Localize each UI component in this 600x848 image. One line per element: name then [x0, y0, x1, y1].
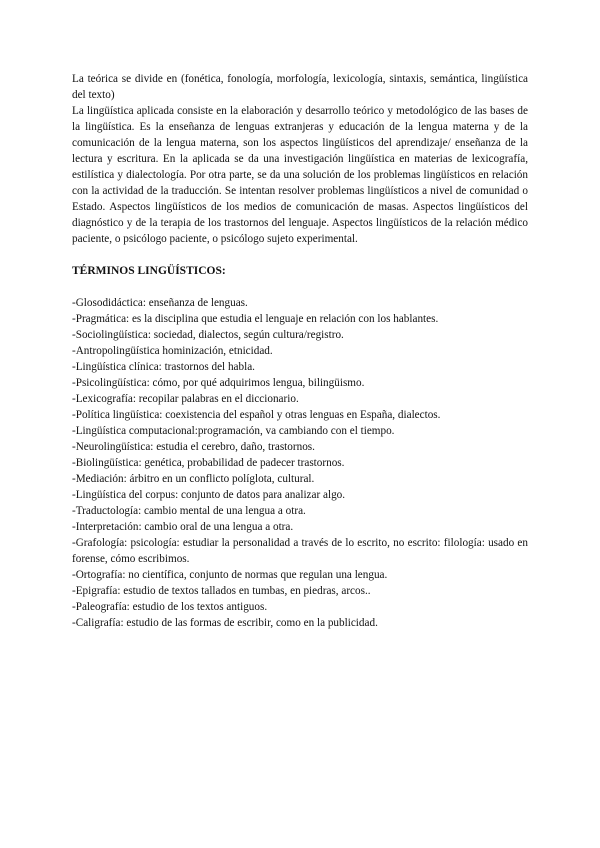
term-item: -Ortografía: no científica, conjunto de normas que regulan una lengua. — [72, 569, 388, 581]
term-item: -Psicolingüística: cómo, por qué adquirimos lengua, bilingüismo. — [72, 377, 365, 389]
term-item: -Interpretación: cambio oral de una lengua a otra. — [72, 521, 294, 533]
term-item: -Epigrafía: estudio de textos tallados en tumbas, en piedras, arcos.. — [72, 585, 371, 597]
intro-paragraph-1: La teórica se divide en (fonética, fonología, morfología, lexicología, sintaxis, semántica, lingüística del texto) — [72, 73, 528, 101]
term-item: -Sociolingüística: sociedad, dialectos, según cultura/registro. — [72, 329, 344, 341]
intro-paragraph-2: La lingüística aplicada consiste en la elaboración y desarrollo teórico y metodológico de las bases de la lingüística. Es la enseñanza de lenguas extranjeras y educación de la lengua materna y de la comunicación de la lengua materna, son los aspectos lingüísticos del aprendizaje/ enseñanza de la lectura y escritura. En la aplicada se da una investigación lingüística en materias de lexicografía, estilística y dialectología. Por otra parte, se da una solución de los problemas lingüísticos en relación con la actividad de la traducción. Se intentan resolver problemas lingüísticos a nivel de comunidad o Estado. Aspectos lingüísticos de los medios de comunicación de masas. Aspectos lingüísticos del diagnóstico y de la terapia de los trastornos del lenguaje. Aspectos lingüísticos de la relación médico paciente, o psicólogo paciente, o psicólogo sujeto experimental. — [72, 105, 528, 245]
document-page — [72, 71, 528, 631]
term-item: -Caligrafía: estudio de las formas de escribir, como en la publicidad. — [72, 617, 378, 629]
term-item: -Lexicografía: recopilar palabras en el diccionario. — [72, 393, 299, 405]
term-item: -Neurolingüística: estudia el cerebro, daño, trastornos. — [72, 441, 315, 453]
term-item: -Pragmática: es la disciplina que estudia el lenguaje en relación con los hablantes. — [72, 313, 439, 325]
term-item: -Lingüística del corpus: conjunto de datos para analizar algo. — [72, 489, 346, 501]
term-item: -Traductología: cambio mental de una lengua a otra. — [72, 505, 306, 517]
terms-heading: TÉRMINOS LINGÜÍSTICOS: — [72, 265, 226, 277]
terms-list — [72, 295, 528, 631]
term-item: -Política lingüística: coexistencia del español y otras lenguas en España, dialectos. — [72, 409, 441, 421]
term-item: -Paleografía: estudio de los textos antiguos. — [72, 601, 268, 613]
term-item: -Mediación: árbitro en un conflicto políglota, cultural. — [72, 473, 315, 485]
term-item: -Lingüística computacional:programación, va cambiando con el tiempo. — [72, 425, 395, 437]
term-item: -Glosodidáctica: enseñanza de lenguas. — [72, 297, 248, 309]
term-item: -Biolingüística: genética, probabilidad de padecer trastornos. — [72, 457, 345, 469]
term-item: -Grafología: psicología: estudiar la personalidad a través de lo escrito, no escrito: filología: usado en forense, cómo escribimos. — [72, 537, 528, 565]
term-item: -Lingüística clínica: trastornos del habla. — [72, 361, 255, 373]
term-item: -Antropolingüística hominización, etnicidad. — [72, 345, 273, 357]
